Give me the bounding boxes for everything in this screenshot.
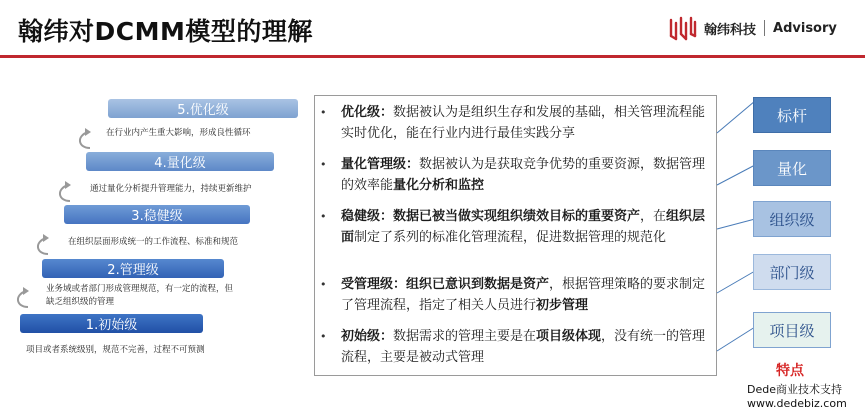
level-description-box: [314, 95, 717, 376]
tag-organization-level: 组织级: [753, 201, 831, 237]
brand-logo: [668, 14, 837, 42]
item-emphasis: 项目级体现: [536, 329, 602, 344]
page-title: 翰纬对DCMM模型的理解: [18, 17, 313, 46]
tag-project-level: 项目级: [753, 312, 831, 348]
list-item-text: [341, 206, 713, 248]
list-item-text: [341, 326, 713, 368]
item-heading: 稳健级：: [341, 209, 394, 224]
curved-up-arrow-icon: [52, 177, 78, 205]
list-item-text: [341, 154, 713, 196]
tag-benchmark: 标杆: [753, 97, 831, 133]
level-2-bar: 2.管理级: [42, 259, 224, 278]
item-body: 数据被认为是获取竞争优势的重要资源，数据管理的效率能: [341, 157, 706, 193]
level-4-desc: 通过量化分析提升管理能力，持续更新维护: [90, 184, 252, 194]
level-3-bar: 3.稳健级: [64, 205, 250, 224]
connector-lines: [715, 95, 757, 380]
list-item-text: [341, 274, 713, 316]
level-5-bar: 5.优化级: [108, 99, 298, 118]
item-emphasis: 组织层面: [341, 209, 706, 245]
item-emphasis: 量化分析和监控: [393, 178, 485, 193]
item-heading: 优化级：: [341, 105, 394, 120]
item-body: 制定了系列的标准化管理流程，促进数据管理的规范化: [354, 230, 667, 245]
watermark-line1: Dede商业技术支持: [747, 383, 842, 396]
brand-name-cn: 翰纬科技: [704, 22, 757, 38]
curved-up-arrow-icon: [10, 283, 36, 311]
bullet: •: [320, 278, 327, 291]
tag-department-level: 部门级: [753, 254, 831, 290]
watermark: [747, 383, 847, 411]
item-emphasis: 初步管理: [536, 298, 589, 313]
curved-up-arrow-icon: [72, 124, 98, 152]
list-item-text: [341, 102, 713, 144]
item-body: ，根据管理策略的要求制定了管理流程，指定了相关人员进行: [341, 277, 706, 313]
level-1-bar: 1.初始级: [20, 314, 203, 333]
brand-name-en: Advisory: [773, 20, 837, 36]
item-emphasis: 数据已被当做实现组织绩效目标的重要资产: [393, 209, 641, 224]
level-3-desc: 在组织层面形成统一的工作流程、标准和规范: [68, 237, 239, 247]
item-emphasis: 组织已意识到数据是资产: [406, 277, 550, 292]
level-1-desc: 项目或者系统级别，规范不完善，过程不可预测: [26, 345, 205, 355]
title-underline: [0, 55, 865, 58]
bullet: •: [320, 210, 327, 223]
item-body: 数据需求的管理主要是在: [393, 329, 537, 344]
brand-divider: [764, 20, 765, 36]
bullet: •: [320, 330, 327, 343]
item-heading: 量化管理级：: [341, 157, 420, 172]
level-5-desc: 在行业内产生重大影响，形成良性循环: [106, 128, 251, 138]
watermark-line2: www.dedebiz.com: [747, 397, 847, 410]
item-body: ，在: [640, 209, 667, 224]
features-label: 特点: [776, 363, 804, 379]
bullet: •: [320, 158, 327, 171]
level-2-desc-line2: 缺乏组织级的管理: [46, 297, 115, 307]
level-2-desc: [46, 283, 286, 309]
bullet: •: [320, 106, 327, 119]
level-4-bar: 4.量化级: [86, 152, 274, 171]
level-2-desc-line1: 业务域或者部门形成管理规范，有一定的流程，但: [46, 284, 234, 294]
item-heading: 受管理级：: [341, 277, 407, 292]
item-body: ，没有统一的管理流程，主要是被动式管理: [341, 329, 706, 365]
item-heading: 初始级：: [341, 329, 394, 344]
curved-up-arrow-icon: [30, 230, 56, 258]
brand-mark-icon: [668, 15, 698, 41]
tag-quantified: 量化: [753, 150, 831, 186]
item-body: 数据被认为是组织生存和发展的基础，相关管理流程能实时优化，能在行业内进行最佳实践分享: [341, 105, 706, 141]
